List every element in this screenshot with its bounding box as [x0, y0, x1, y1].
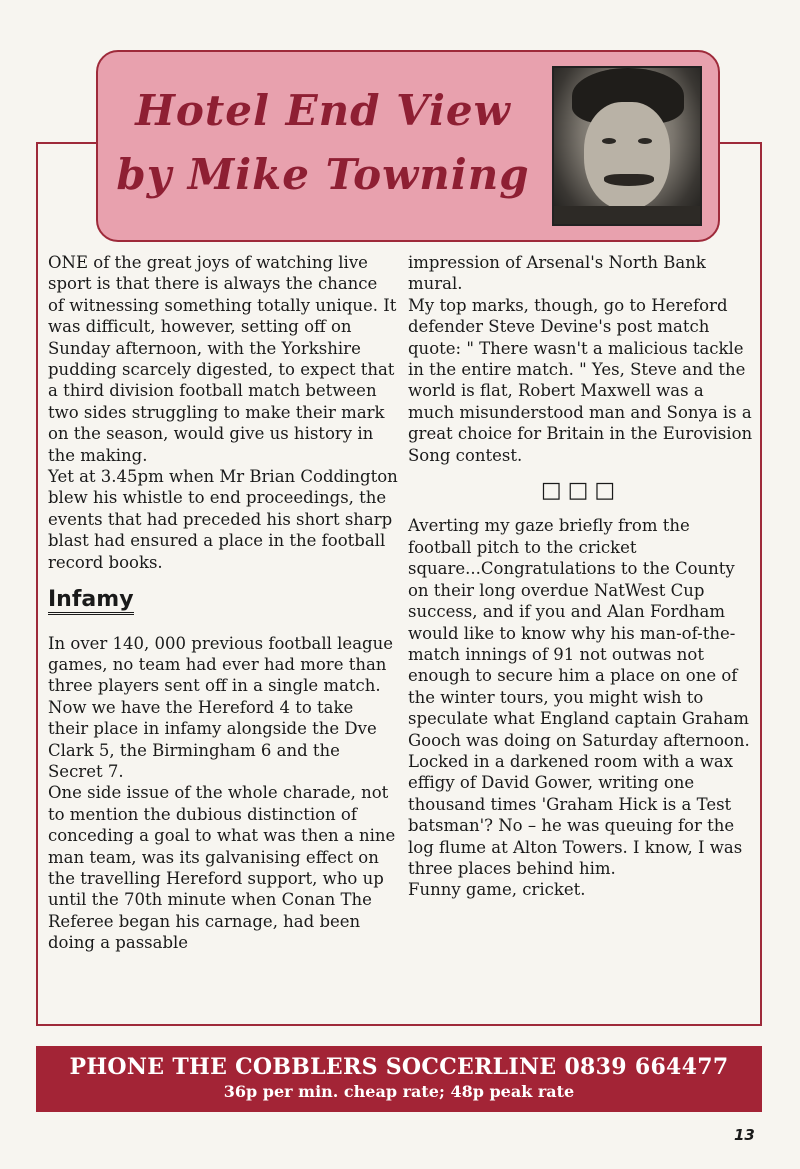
paragraph: Locked in a darkened room with a wax effigy of David Gower, writing one thousand times 'Graham Hick is a Test batsman'? No – he was queuing for the log flume at Alton Towers. I know, I was three places behind him. — [408, 751, 743, 878]
right-column — [408, 252, 754, 901]
paragraph: Funny game, cricket. — [408, 880, 586, 900]
soccerline-banner — [36, 1046, 762, 1112]
author-photo — [552, 66, 702, 226]
page-number: 13 — [734, 1126, 755, 1144]
article-byline: by Mike Towning — [116, 150, 530, 199]
paragraph: impression of Arsenal's North Bank mural. — [408, 253, 706, 294]
section-separator: □□□ — [540, 478, 622, 504]
soccerline-phone: PHONE THE COBBLERS SOCCERLINE 0839 664477 — [69, 1054, 729, 1080]
paragraph: In over 140, 000 previous football league games, no team had ever had more than three players sent off in a single match. Now we have the Hereford 4 to take their place in infamy alongside the Dve Clark 5, the Birmingham 6 and the Secret 7. — [48, 633, 393, 781]
paragraph: Yet at 3.45pm when Mr Brian Coddington blew his whistle to end proceedings, the events that had preceded his short sharp blast had ensured a place in the football record books. — [48, 467, 398, 572]
article-title: Hotel End View — [135, 86, 511, 135]
paragraph: My top marks, though, go to Hereford defender Steve Devine's post match quote: " There wasn't a malicious tackle in the entire match. " Yes, Steve and the world is flat, Robert Maxwell was a much misunderstood man and Sonya is a great choice for Britain in the Eurovision Song contest. — [408, 295, 753, 465]
section-heading: Infamy — [48, 589, 134, 614]
paragraph: One side issue of the whole charade, not to mention the dubious distinction of conceding a goal to what was then a nine man team, was its galvanising effect on the travelling Hereford support, who up until the 70th minute when Conan The Referee began his carnage, had been doing a passable — [48, 783, 396, 953]
left-column — [48, 252, 398, 954]
title-banner — [96, 50, 720, 242]
soccerline-rates: 36p per min. cheap rate; 48p peak rate — [223, 1082, 575, 1101]
paragraph: ONE of the great joys of watching live sport is that there is always the chance of witnessing something totally unique. It was difficult, however, setting off on Sunday afternoon, with the Yorkshire pudding scarcely digested, to expect that a third division football match between two sides struggling to make their mark on the season, would give us history in the making. — [48, 253, 397, 465]
paragraph: Averting my gaze briefly from the football pitch to the cricket square...Congratulations to the County on their long overdue NatWest Cup success, and if you and Alan Fordham would like to know why his man-of-the-match innings of 91 not outwas not enough to secure him a place on one of the winter tours, you might wish to speculate what England captain Graham Gooch was doing on Saturday afternoon. — [408, 516, 750, 750]
